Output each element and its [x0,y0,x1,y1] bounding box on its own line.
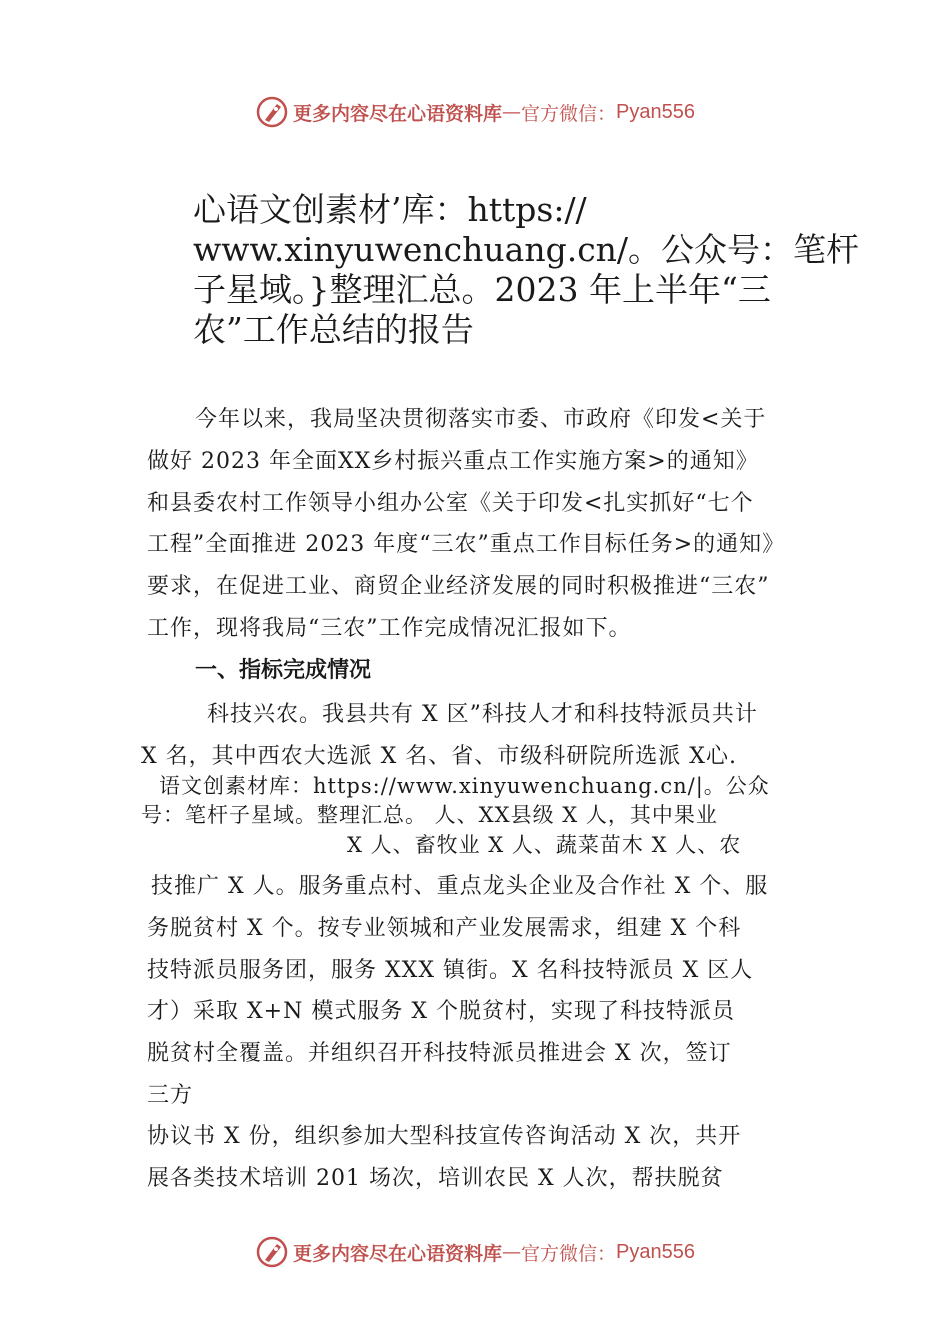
paragraph-line: 工作，现将我局“三农”工作完成情况汇报如下。 [147,616,632,641]
paragraph-line: 今年以来，我局坚决贯彻落实市委、市政府《印发<关于 [195,407,767,432]
banner-wechat-id: Pyan556 [616,1240,695,1263]
paragraph-line: X 名，其中西农大选派 X 名、省、市级科研院所选派 X心. [141,744,737,769]
paragraph-line: 技特派员服务团，服务 XXX 镇街。X 名科技特派员 X 区人 [147,958,754,983]
title-line: 农”工作总结的报告 [193,310,474,349]
paragraph-line: 三方 [147,1083,194,1108]
paragraph-line: 协议书 X 份，组织参加大型科技宣传咨询活动 X 次，共开 [147,1124,742,1149]
paragraph-line: 才）采取 X+N 模式服务 X 个脱贫村，实现了科技特派员 [147,999,735,1024]
document-title [193,190,860,350]
paragraph-line: 脱贫村全覆盖。并组织召开科技特派员推进会 X 次，签订 [147,1041,732,1066]
paragraph-line: 工程”全面推进 2023 年度“三农”重点工作目标任务>的通知》 [147,532,786,557]
section-heading: 一、指标完成情况 [195,658,372,683]
pen-nib-circle-icon [255,1235,289,1269]
paragraph-line: 语文创素材库：https://www.xinyuwenchuang.cn/|。公众 [159,774,770,798]
title-line: 子星域。}整理汇总。2023 年上半年“三 [193,270,771,309]
paragraph-line: 和县委农村工作领导小组办公室《关于印发<扎实抓好“七个 [147,491,754,516]
banner-wechat-label: 官方微信： [521,1242,617,1265]
paragraph-line: 做好 2023 年全面XX乡村振兴重点工作实施方案>的通知》 [147,449,759,474]
banner-dash: — [502,1241,522,1263]
banner-dash: — [502,101,522,123]
pen-nib-circle-icon [255,95,289,129]
footer-banner [0,1232,950,1272]
paragraph-line: 号：笔杆子星域。整理汇总。 人、XX县级 X 人，其中果业 [141,803,718,827]
paragraph-line: 展各类技术培训 201 场次，培训农民 X 人次，帮扶脱贫 [147,1166,724,1191]
banner-text: 更多内容尽在心语资料库 [293,102,503,125]
paragraph-line: 务脱贫村 X 个。按专业领城和产业发展需求，组建 X 个科 [147,916,742,941]
title-line: www.xinyuwenchuang.cn/。公众号：笔杆 [193,230,860,269]
banner-wechat-id: Pyan556 [616,100,695,123]
banner-wechat-label: 官方微信： [521,102,617,125]
paragraph-line: 要求，在促进工业、商贸企业经济发展的同时积极推进“三农” [147,574,770,599]
header-banner [0,92,950,132]
paragraph-line: X 人、畜牧业 X 人、蔬菜苗木 X 人、农 [347,833,742,857]
paragraph-line: 技推广 X 人。服务重点村、重点龙头企业及合作社 X 个、服 [151,874,769,899]
banner-text: 更多内容尽在心语资料库 [293,1242,503,1265]
paragraph-line: 科技兴农。我县共有 X 区”科技人才和科技特派员共计 [207,702,758,727]
title-line: 心语文创素材’库：https:// [193,190,587,229]
